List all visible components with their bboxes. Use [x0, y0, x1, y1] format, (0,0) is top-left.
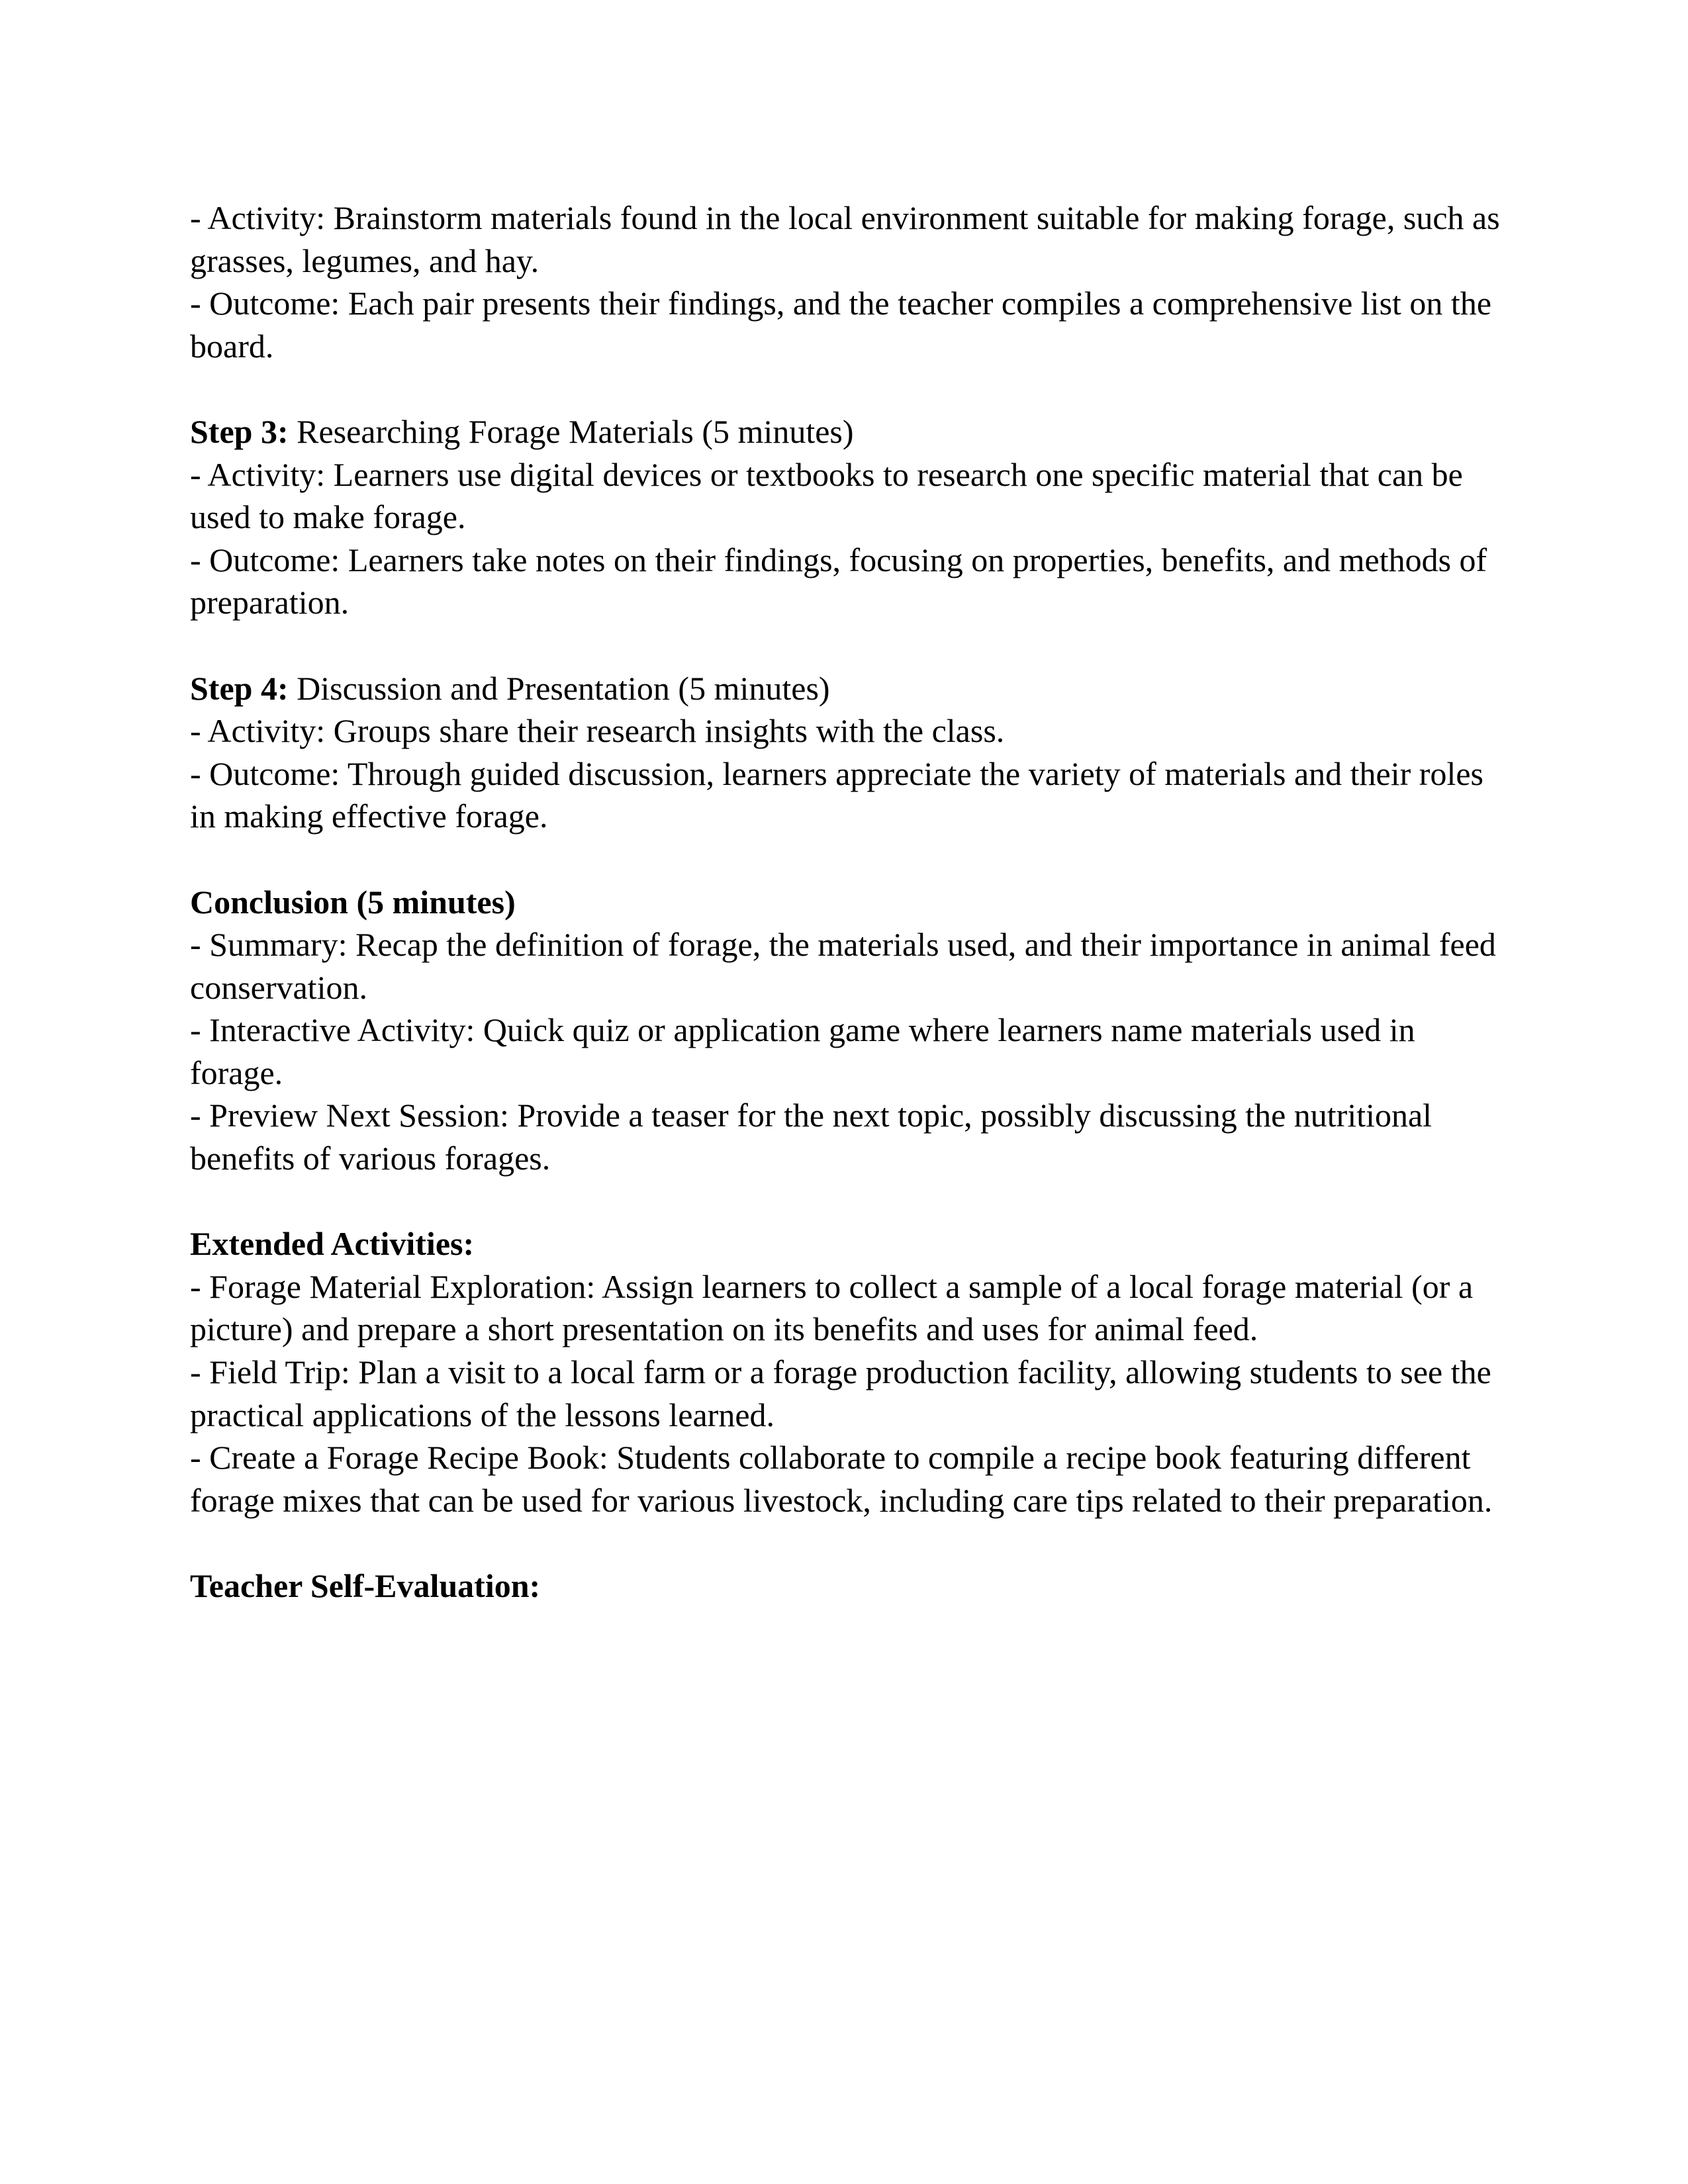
document-content — [190, 197, 1507, 1608]
bullet-item: - Field Trip: Plan a visit to a local farm or a forage production facility, allowing students to see the practical applications of the lessons learned. — [190, 1353, 1491, 1433]
section-teacher-self-evaluation — [190, 1565, 1507, 1608]
bullet-item: - Interactive Activity: Quick quiz or application game where learners name materials used in forage. — [190, 1011, 1415, 1091]
section-brainstorm-continued — [190, 197, 1507, 367]
section-heading — [190, 667, 1507, 710]
bullet-item: - Activity: Brainstorm materials found in the local environment suitable for making forage, such as grasses, legumes, and hay. — [190, 199, 1500, 279]
section-step-3 — [190, 410, 1507, 624]
heading-bold-label: Teacher Self-Evaluation: — [190, 1567, 541, 1604]
bullet-item: - Outcome: Through guided discussion, learners appreciate the variety of materials and their roles in making effective forage. — [190, 754, 1483, 835]
section-heading — [190, 410, 1507, 453]
bullet-item: - Preview Next Session: Provide a teaser for the next topic, possibly discussing the nutritional benefits of various forages. — [190, 1097, 1432, 1177]
section-step-4 — [190, 667, 1507, 838]
heading-rest-label: Researching Forage Materials (5 minutes) — [288, 412, 854, 450]
bullet-item: - Activity: Learners use digital devices or textbooks to research one specific material that can be used to make forage. — [190, 455, 1463, 536]
bullet-item: - Forage Material Exploration: Assign learners to collect a sample of a local forage material (or a picture) and prepare a short presentation on its benefits and uses for animal feed. — [190, 1267, 1474, 1348]
bullet-item: - Outcome: Learners take notes on their findings, focusing on properties, benefits, and methods of preparation. — [190, 541, 1487, 621]
section-heading — [190, 881, 1507, 924]
section-heading — [190, 1222, 1507, 1265]
heading-rest-label: Discussion and Presentation (5 minutes) — [288, 669, 830, 707]
section-extended-activities — [190, 1222, 1507, 1522]
heading-bold-label: Extended Activities: — [190, 1225, 475, 1263]
section-heading — [190, 1565, 1507, 1608]
heading-bold-label: Conclusion (5 minutes) — [190, 883, 516, 921]
bullet-item: - Summary: Recap the definition of forage, the materials used, and their importance in animal feed conservation. — [190, 926, 1496, 1006]
bullet-item: - Create a Forage Recipe Book: Students collaborate to compile a recipe book featuring different forage mixes that can be used for various livestock, including care tips related to their preparation. — [190, 1439, 1493, 1519]
section-conclusion — [190, 881, 1507, 1180]
heading-bold-label: Step 4: — [190, 669, 289, 707]
bullet-item: - Activity: Groups share their research insights with the class. — [190, 712, 1005, 750]
bullet-item: - Outcome: Each pair presents their findings, and the teacher compiles a comprehensive list on the board. — [190, 285, 1492, 365]
heading-bold-label: Step 3: — [190, 412, 289, 450]
